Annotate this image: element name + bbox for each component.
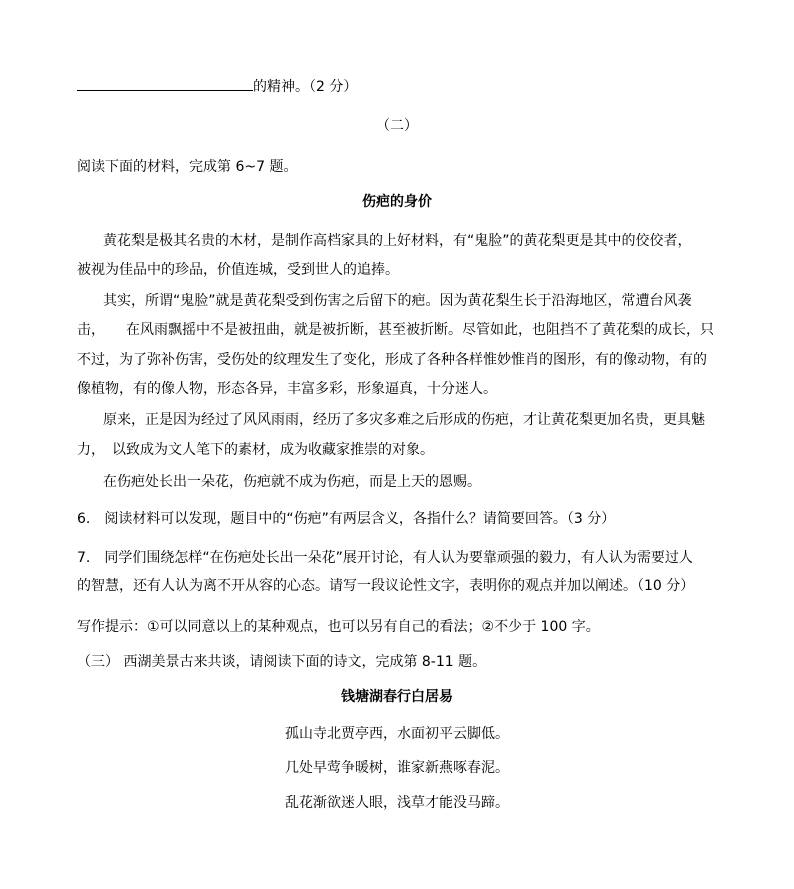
question-7-line-2: 的智慧，还有人认为离不开从容的心态。请写一段议论性文字，表明你的观点并加以阐述。（10 分） <box>77 578 695 594</box>
paragraph-line: 黄花梨是极其名贵的木材，是制作高档家具的上好材料，有“鬼脸”的黄花梨更是其中的佼佼者， <box>103 233 692 249</box>
section-instruction: 阅读下面的材料，完成第 6~7 题。 <box>77 159 298 175</box>
question-7-line-1: 7. 同学们围绕怎样“在伤疤处长出一朵花”展开讨论，有人认为要靠顽强的毅力，有人认为需要过人 <box>77 550 693 566</box>
paragraph-line: 原来，正是因为经过了风风雨雨，经历了多灾多难之后形成的伤疤，才让黄花梨更加名贵，更具魅 <box>103 412 705 428</box>
fill-blank-line <box>77 76 357 97</box>
poem-line: 乱花渐欲迷人眼，浅草才能没马蹄。 <box>285 795 509 811</box>
question-6: 6. 阅读材料可以发现，题目中的“伤疤”有两层含义，各指什么？请简要回答。（3 分） <box>77 511 616 527</box>
article-title: 伤疤的身价 <box>362 194 432 210</box>
answer-blank[interactable] <box>77 76 253 91</box>
writing-hint: 写作提示：①可以同意以上的某种观点，也可以另有自己的看法；②不少于 100 字。 <box>77 619 600 635</box>
paragraph-line: 击， 在风雨飘摇中不是被扭曲，就是被折断，甚至被折断。尽管如此，也阻挡不了黄花梨的成长，只 <box>77 322 714 338</box>
paragraph-line: 不过，为了弥补伤害，受伤处的纹理发生了变化，形成了各种各样惟妙惟肖的图形，有的像动物，有的 <box>77 352 707 368</box>
poem-line: 几处早莺争暖树，谁家新燕啄春泥。 <box>285 760 509 776</box>
blank-suffix-text: 的精神。（2 分） <box>253 79 358 95</box>
section-heading-2: （二） <box>376 118 418 134</box>
paragraph-line: 在伤疤处长出一朵花，伤疤就不成为伤疤，而是上天的恩赐。 <box>103 474 481 490</box>
poem-title: 钱塘湖春行白居易 <box>341 689 453 705</box>
paragraph-line: 其实，所谓“鬼脸”就是黄花梨受到伤害之后留下的疤。因为黄花梨生长于沿海地区，常遭台风袭 <box>103 293 692 309</box>
section-3-intro: （三） 西湖美景古来共谈，请阅读下面的诗文，完成第 8-11 题。 <box>77 654 487 670</box>
paragraph-line: 像植物，有的像人物，形态各异，丰富多彩，形象逼真，十分迷人。 <box>77 381 497 397</box>
poem-line: 孤山寺北贾亭西，水面初平云脚低。 <box>285 726 509 742</box>
paragraph-line: 被视为佳品中的珍品，价值连城，受到世人的追捧。 <box>77 262 399 278</box>
paragraph-line: 力， 以致成为文人笔下的素材，成为收藏家推崇的对象。 <box>77 442 434 458</box>
